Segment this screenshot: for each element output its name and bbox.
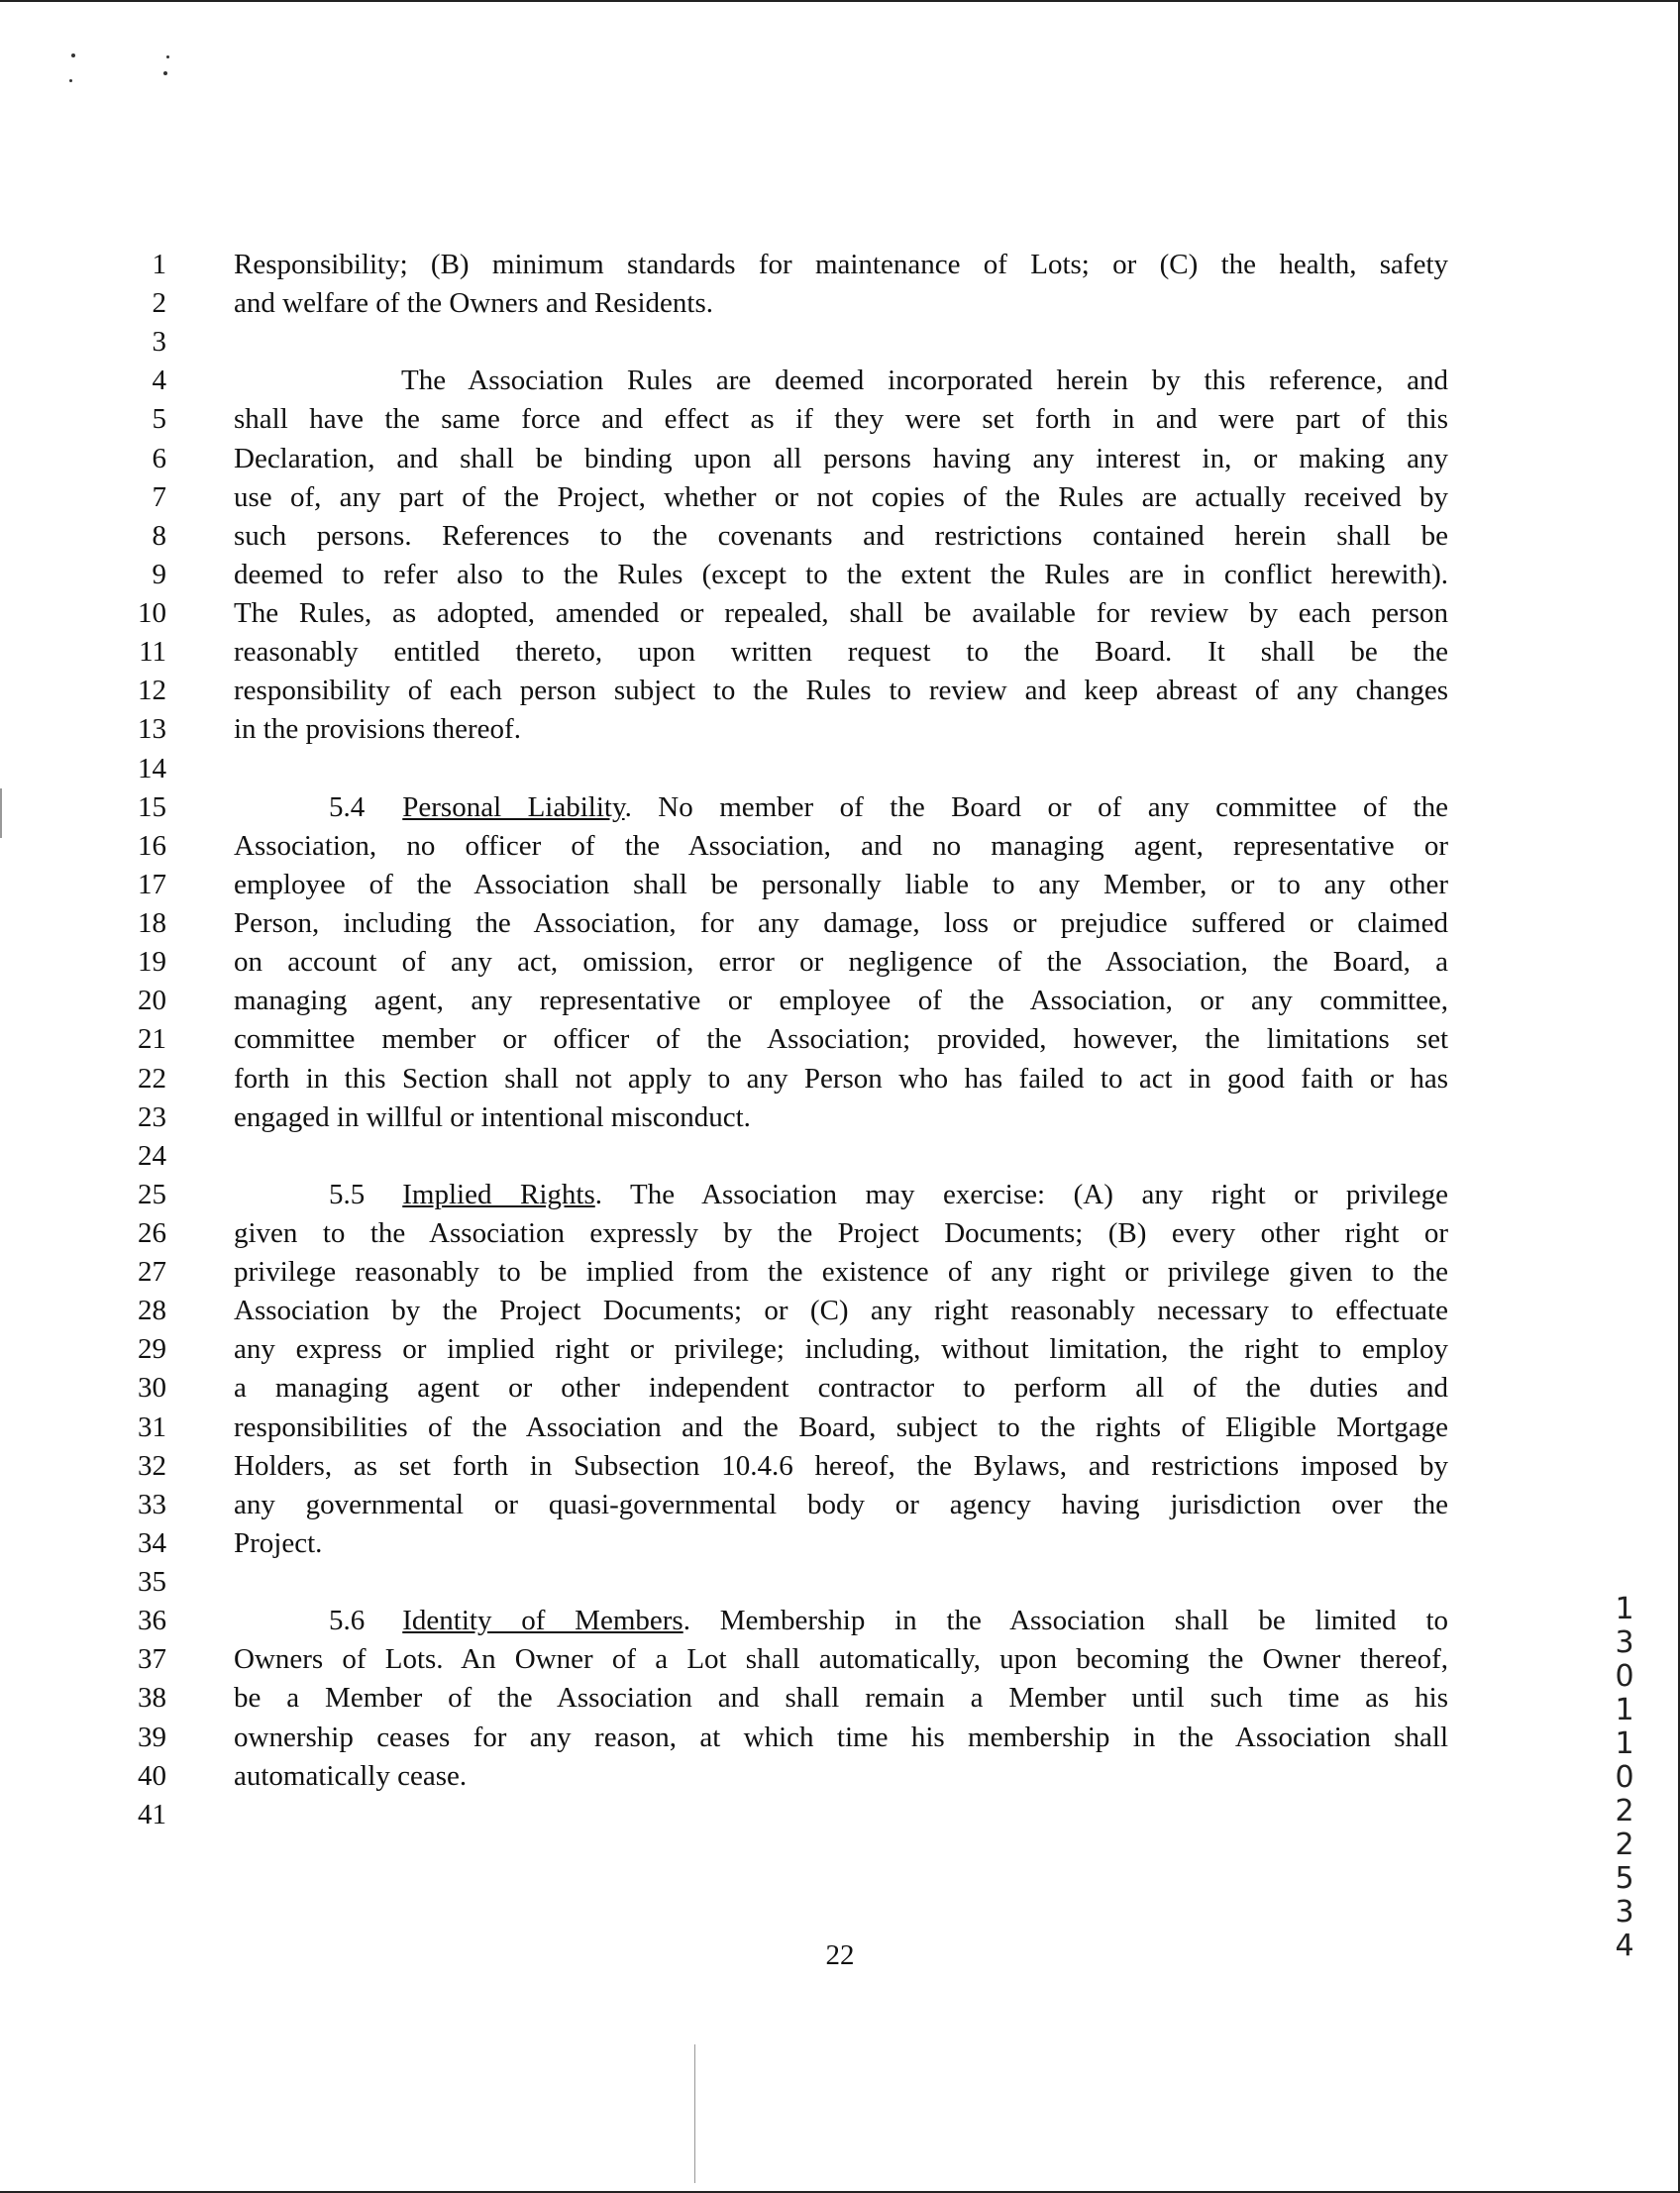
scan-speck (69, 79, 72, 82)
line-number: 30 (138, 1372, 166, 1405)
line-number: 15 (138, 790, 166, 823)
line-text: Holders, as set forth in Subsection 10.4.6 hereof, the Bylaws, and restrictions imposed by (234, 1449, 1448, 1482)
line-number: 32 (138, 1449, 166, 1482)
line-number: 19 (138, 946, 166, 979)
document-line (0, 1214, 1680, 1253)
line-number: 1 (152, 249, 166, 280)
section-number: 5.4 (329, 790, 366, 823)
section-title: Personal Liability (402, 790, 625, 823)
line-number: 14 (138, 752, 166, 784)
document-line (0, 1679, 1680, 1718)
line-text: responsibility of each person subject to the Rules to review and keep abreast of any changes (234, 675, 1448, 707)
section-heading-line (329, 788, 1448, 827)
margin-stamp: 1301 1 022534 (1615, 1592, 1634, 1963)
line-text: Responsibility; (B) minimum standards for maintenance of Lots; or (C) the health, safety (234, 249, 1448, 280)
section-text: . The Association may exercise: (A) any right or privilege (594, 1178, 1448, 1210)
line-number: 21 (138, 1023, 166, 1056)
line-number: 2 (152, 287, 166, 320)
line-number: 3 (152, 326, 166, 359)
line-number: 16 (138, 829, 166, 862)
line-number: 35 (138, 1566, 166, 1599)
line-text: on account of any act, omission, error or negligence of the Association, the Board, a (234, 946, 1448, 979)
line-text: managing agent, any representative or employee of the Association, or any committee, (234, 985, 1448, 1017)
line-number: 26 (138, 1217, 166, 1249)
document-line (0, 556, 1680, 594)
line-text: and welfare of the Owners and Residents. (234, 287, 713, 320)
document-line (0, 246, 1680, 284)
line-number: 33 (138, 1488, 166, 1520)
line-number: 28 (138, 1295, 166, 1327)
line-number: 34 (138, 1526, 166, 1559)
line-text: a managing agent or other independent contractor to perform all of the duties and (234, 1372, 1448, 1405)
document-line (0, 904, 1680, 943)
scan-speck (166, 55, 169, 58)
line-text: Person, including the Association, for any damage, loss or prejudice suffered or claimed (234, 907, 1448, 940)
section-text: . No member of the Board or of any committee of the (624, 790, 1448, 823)
document-line (0, 362, 1680, 400)
document-line (0, 1369, 1680, 1408)
document-line (0, 1757, 1680, 1796)
line-number: 24 (138, 1139, 166, 1172)
document-line (0, 1176, 1680, 1214)
line-number: 23 (138, 1100, 166, 1133)
document-line (0, 1409, 1680, 1447)
document-line (0, 1330, 1680, 1369)
document-line (0, 478, 1680, 517)
line-text: reasonably entitled thereto, upon written request to the Board. It shall be the (234, 636, 1448, 669)
line-text: any express or implied right or privilege; including, without limitation, the right to employ (234, 1333, 1448, 1366)
line-number: 6 (152, 442, 166, 474)
line-text: Project. (234, 1526, 323, 1559)
line-text: Association by the Project Documents; or (C) any right reasonably necessary to effectuate (234, 1295, 1448, 1327)
document-line (0, 284, 1680, 323)
document-line (0, 1486, 1680, 1524)
line-number: 27 (138, 1256, 166, 1289)
line-text: be a Member of the Association and shall remain a Member until such time as his (234, 1682, 1448, 1715)
line-number: 40 (138, 1759, 166, 1792)
document-line (0, 1796, 1680, 1834)
section-number: 5.6 (329, 1605, 366, 1637)
line-number: 17 (138, 868, 166, 900)
section-text: . Membership in the Association shall be limited to (682, 1605, 1449, 1637)
line-text: use of, any part of the Project, whether or not copies of the Rules are actually received by (234, 480, 1448, 513)
line-number: 9 (152, 558, 166, 590)
document-line (0, 750, 1680, 788)
document-line (0, 1640, 1680, 1679)
line-text: engaged in willful or intentional misconduct. (234, 1100, 751, 1133)
document-line (0, 400, 1680, 439)
document-line (0, 1098, 1680, 1137)
line-text: shall have the same force and effect as if they were set forth in and were part of this (234, 403, 1448, 436)
document-line (0, 517, 1680, 556)
line-number: 18 (138, 907, 166, 940)
line-number: 29 (138, 1333, 166, 1366)
line-number: 11 (139, 636, 166, 669)
line-text: Owners of Lots. An Owner of a Lot shall automatically, upon becoming the Owner thereof, (234, 1643, 1448, 1676)
page-number: 22 (825, 1939, 855, 1971)
line-number: 38 (138, 1682, 166, 1715)
section-title: Identity of Members (402, 1605, 683, 1637)
document-line (0, 982, 1680, 1020)
document-line (0, 710, 1680, 749)
line-number: 37 (138, 1643, 166, 1676)
document-line (0, 1719, 1680, 1757)
section-heading-line (329, 1176, 1448, 1214)
document-line (0, 633, 1680, 672)
line-number: 10 (138, 597, 166, 630)
document-line (0, 1602, 1680, 1640)
line-text: responsibilities of the Association and the Board, subject to the rights of Eligible Mortgage (234, 1410, 1448, 1443)
line-text: automatically cease. (234, 1759, 468, 1792)
document-line (0, 1292, 1680, 1330)
scan-speck (163, 71, 167, 75)
document-line (0, 323, 1680, 362)
line-text: any governmental or quasi-governmental body or agency having jurisdiction over the (234, 1488, 1448, 1520)
line-number: 4 (152, 365, 166, 397)
line-number: 8 (152, 519, 166, 552)
document-line (0, 1563, 1680, 1602)
section-number: 5.5 (329, 1178, 366, 1210)
line-text: deemed to refer also to the Rules (except to the extent the Rules are in conflict herewith). (234, 558, 1448, 590)
document-line (0, 1020, 1680, 1059)
line-text: privilege reasonably to be implied from the existence of any right or privilege given to the (234, 1256, 1448, 1289)
document-line (0, 1524, 1680, 1563)
line-text: Declaration, and shall be binding upon all persons having any interest in, or making any (234, 442, 1448, 474)
line-text: in the provisions thereof. (234, 713, 521, 746)
document-line (0, 1447, 1680, 1486)
line-number: 36 (138, 1605, 166, 1637)
line-number: 20 (138, 985, 166, 1017)
line-text: The Rules, as adopted, amended or repealed, shall be available for review by each person (234, 597, 1448, 630)
line-number: 41 (138, 1798, 166, 1830)
line-number: 13 (138, 713, 166, 746)
line-text: forth in this Section shall not apply to any Person who has failed to act in good faith or has (234, 1062, 1448, 1095)
document-line (0, 943, 1680, 982)
scan-speck (71, 53, 75, 57)
line-number: 22 (138, 1062, 166, 1095)
section-title: Implied Rights (402, 1178, 595, 1210)
line-text: given to the Association expressly by the Project Documents; (B) every other right or (234, 1217, 1448, 1249)
line-text: ownership ceases for any reason, at which time his membership in the Association shall (234, 1721, 1448, 1753)
line-text: employee of the Association shall be personally liable to any Member, or to any other (234, 868, 1448, 900)
document-line (0, 672, 1680, 710)
line-text: such persons. References to the covenants and restrictions contained herein shall be (234, 519, 1448, 552)
document-line (0, 1060, 1680, 1098)
line-number: 5 (152, 403, 166, 436)
document-line (0, 594, 1680, 633)
document-line (0, 1253, 1680, 1292)
line-number: 39 (138, 1721, 166, 1753)
document-line (0, 866, 1680, 904)
document-line (0, 1137, 1680, 1176)
document-line (0, 440, 1680, 478)
line-number: 25 (138, 1178, 166, 1210)
line-text: Association, no officer of the Association, and no managing agent, representative or (234, 829, 1448, 862)
document-line (0, 788, 1680, 827)
section-heading-line (329, 1602, 1448, 1640)
scan-rule (694, 2044, 695, 2183)
line-number: 12 (138, 675, 166, 707)
line-text: committee member or officer of the Association; provided, however, the limitations set (234, 1023, 1448, 1056)
line-number: 7 (152, 480, 166, 513)
line-text: The Association Rules are deemed incorporated herein by this reference, and (401, 365, 1448, 397)
line-number: 31 (138, 1410, 166, 1443)
document-line (0, 827, 1680, 866)
